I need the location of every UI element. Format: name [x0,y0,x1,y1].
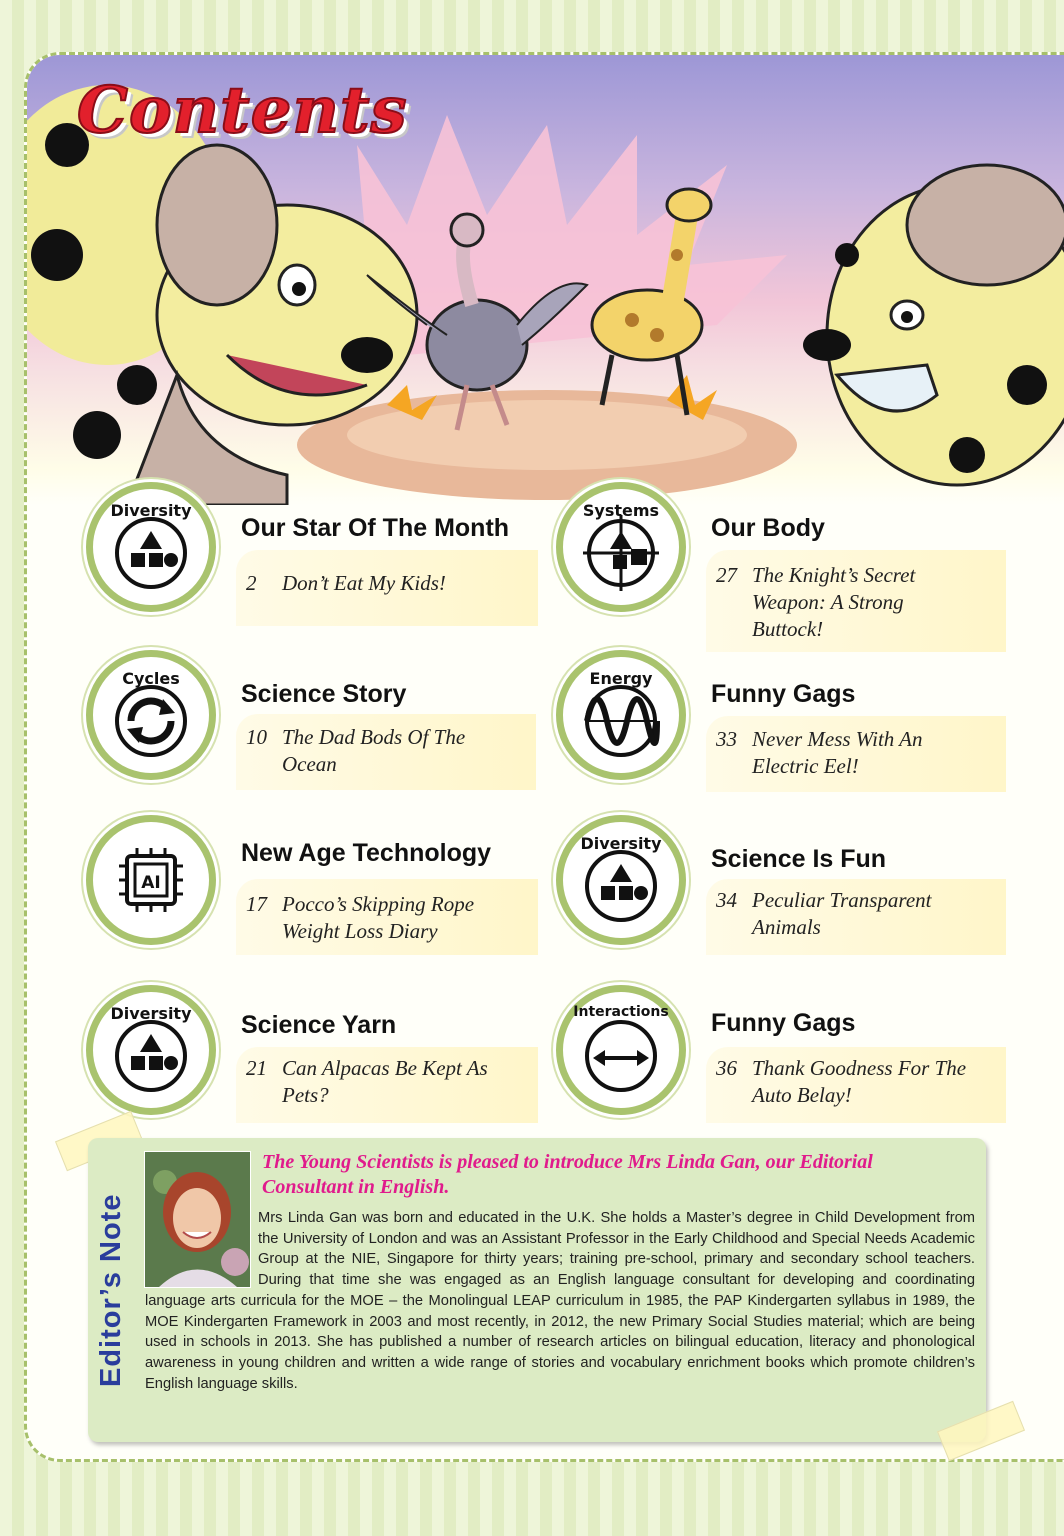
editors-note-heading: The Young Scientists is pleased to introduce Mrs Linda Gan, our Editorial Consultant in English. [262,1151,873,1198]
section-our-star-of-the-month[interactable] [86,482,546,622]
badge [86,985,216,1115]
badge [86,650,216,780]
article-title: Peculiar Transparent Animals [752,888,932,939]
article-link[interactable] [246,891,532,945]
energy-wave-icon [563,657,679,773]
diversity-shapes-icon [93,992,209,1108]
page-number: 34 [716,888,737,912]
article-link[interactable] [716,726,972,780]
section-title: Funny Gags [711,1009,856,1037]
badge [556,482,686,612]
page-number: 27 [716,563,737,587]
section-title: Our Star Of The Month [241,514,510,542]
badge [86,482,216,612]
page-number: 17 [246,892,267,916]
badge-label: Energy [589,669,653,688]
article-title: The Dad Bods Of The Ocean [282,725,466,776]
systems-target-icon [563,489,679,605]
editors-note-label: Editor’s Note [95,1193,127,1387]
article-link[interactable] [246,570,522,597]
contents-title: Contents [77,73,408,148]
section-science-yarn[interactable] [86,985,546,1125]
article-title: Don’t Eat My Kids! [282,571,446,595]
badge-label: Diversity [580,834,662,853]
editors-note-body [145,1208,975,1394]
article-link[interactable] [246,724,512,778]
badge-label: Diversity [110,1004,192,1023]
section-title: Science Yarn [241,1011,397,1039]
section-title: Funny Gags [711,680,856,708]
ai-chip-icon [93,822,209,938]
section-funny-gags-36[interactable] [556,985,1006,1125]
page-number: 33 [716,727,737,751]
section-title: Science Is Fun [711,845,887,873]
article-title: Thank Goodness For The Auto Belay! [752,1056,967,1107]
section-funny-gags-33[interactable] [556,650,1006,790]
editors-note-body-text: Mrs Linda Gan was born and educated in the U.K. She holds a Master’s degree in Child Development from the University of London and was an Assistant Professor in the Early Childhood and Special Needs Academic Group at the NIE, Singapore for thirty years; training pre-school, primary and secondary school teachers. During that time she was engaged as an English language consultant for developing and coordinating language arts curricula for the MOE – the Monolingual LEAP curriculum in 1985, the PAP Kindergarten syllabus in 1989, the MOE Kindergarten Framework in 2003 and most recently, in 2012, the new Primary Social Studies material; which are being used in schools in 2013. She has published a number of research articles on bilingual education, literacy and phonological awareness in young children and written a wide range of stories and vocabulary enrichment books which promote children’s English language skills. [145,1210,975,1392]
badge [86,815,216,945]
page-number: 21 [246,1056,267,1080]
badge-label: Diversity [110,501,192,520]
diversity-shapes-icon [563,822,679,938]
page-number: 36 [716,1056,737,1080]
section-title: New Age Technology [241,839,492,867]
article-link[interactable] [716,1055,972,1109]
section-our-body[interactable] [556,482,1006,652]
diversity-shapes-icon [93,489,209,605]
article-link[interactable] [246,1055,522,1109]
double-arrow-icon [563,992,679,1108]
badge [556,815,686,945]
ai-chip-label: AI [141,873,161,893]
section-title: Science Story [241,680,407,708]
badge-label: Cycles [122,669,180,688]
badge [556,650,686,780]
section-science-story[interactable] [86,650,546,790]
article-title: Can Alpacas Be Kept As Pets? [282,1056,488,1107]
badge-label: Interactions [573,1004,669,1020]
section-new-age-technology[interactable] [86,815,546,955]
page-number: 2 [246,571,257,595]
page-number: 10 [246,725,267,749]
badge-label: Systems [582,501,660,520]
cycle-arrows-icon [93,657,209,773]
article-title: Pocco’s Skipping Rope Weight Loss Diary [282,892,475,943]
section-science-is-fun[interactable] [556,815,1006,955]
article-title: The Knight’s Secret Weapon: A Strong Buttock! [752,563,916,641]
article-link[interactable] [716,562,967,643]
article-link[interactable] [716,887,972,941]
article-title: Never Mess With An Electric Eel! [752,727,923,778]
badge [556,985,686,1115]
section-title: Our Body [711,514,825,542]
hero-illustration [27,55,1064,505]
